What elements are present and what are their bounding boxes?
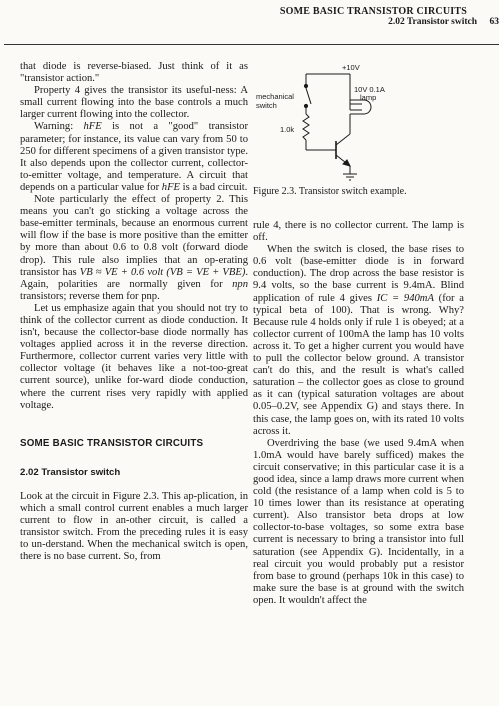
switch-contact-top <box>304 84 307 87</box>
switch-blade <box>306 88 311 104</box>
vb-vbe-equation: (VB = VE + VBE) <box>166 266 246 278</box>
section-heading: SOME BASIC TRANSISTOR CIRCUITS <box>20 437 204 449</box>
switch-contact-bottom <box>304 104 307 107</box>
switch-label-2: switch <box>256 101 277 110</box>
left-paragraph-1: that diode is reverse-biased. Just think of it as "transistor action." <box>20 61 248 85</box>
switch-closed-text: When the switch is closed, the base rises to 0.6 volt (base-emitter diode is in forward conduction). The drop across the base resistor is 9.4 volts, so the base current is 9.4mA. Blind application of rule 4 gives <box>253 244 464 304</box>
hfe-symbol: hFE <box>83 121 102 133</box>
right-paragraph-2 <box>253 244 464 438</box>
left-paragraph-2: Property 4 gives the transistor its useful-ness: A small current flowing into the base controls a much larger current flowing into the collector. <box>20 85 248 121</box>
left-paragraph-3 <box>20 121 248 194</box>
right-paragraph-1: rule 4, there is no collector current. The lamp is off. <box>253 220 464 244</box>
page-number: 63 <box>489 17 499 27</box>
right-paragraph-3: Overdriving the base (we used 9.4mA when 1.0mA would have barely sufficed) makes the circuit conservative; in this particular case it is a good idea, since a lamp draws more current when cold (the resistance of a lamp when cold is 5 to 10 times lower than its resistance at operating current). Also transistor beta drops at low collector-to-base voltages, so some extra base current is necessary to bring a transistor into full saturation (see Appendix G). Incidentally, in a real circuit you would probably put a resistor from base to ground (perhaps 10k in this case) to make sure the base is at ground with the switch open. It wouldn't affect the <box>253 437 464 606</box>
npn-word: npn <box>232 278 248 290</box>
polarity-end: transistors; reverse them for pnp. <box>20 290 160 302</box>
running-header <box>139 6 499 28</box>
figure-2-3 <box>252 62 464 192</box>
supply-label: +10V <box>342 63 360 72</box>
subsection-heading: 2.02 Transistor switch <box>20 466 121 478</box>
warning-body: is not a "good" transistor parameter; for instance, its value can vary from 50 to 250 for different specimens of a given transistor type. It also depends upon the collector current, collector-to-emitter voltage, and temperature. A circuit that depends on a particular value for <box>20 121 248 193</box>
warning-lead: Warning: <box>34 121 84 133</box>
right-column <box>253 220 464 607</box>
figure-caption: Figure 2.3. Transistor switch example. <box>253 186 407 197</box>
running-title: SOME BASIC TRANSISTOR CIRCUITS <box>279 6 467 17</box>
section-reference <box>139 17 499 28</box>
warning-end: is a bad circuit. <box>180 181 248 193</box>
section-ref-text: 2.02 Transistor switch <box>388 17 477 27</box>
property2-text: Note particularly the effect of property 2. This means you can't go sticking a voltage across the base-emitter terminals, because an enormous current will flow if the base is more positive than the emitter by more than about 0.6 to 0.8 volt (forward diode drop). This rule also implies that an op-erating transistor has <box>20 194 248 278</box>
saturation-text: (for a typical beta of 100). That is wrong. Why? Because rule 4 holds only if rule 1 is obeyed; at a collector current of 100mA the lamp has 10 volts across it. To get a higher current you would have to pull the collector below ground. A transistor can't do this, and the result is what's called saturation – the collector goes as close to ground as it can (typical saturation voltages are about 0.05–0.2V, see Appendix G) and stays there. In this case, the lamp goes on, with its rated 10 volts across it. <box>253 292 464 437</box>
vb-approx-equation: VB ≈ VE + 0.6 volt <box>79 266 164 278</box>
lamp-bulb <box>350 100 371 114</box>
lamp-label-1: 10V 0.1A <box>354 85 385 94</box>
polarity-text: . Again, polarities are normally given for <box>20 266 248 290</box>
hfe-symbol-2: hFE <box>161 181 181 193</box>
left-paragraph-6: Look at the circuit in Figure 2.3. This ap-plication, in which a small control current enables a much larger current to flow in an-other circuit, is called a transistor switch. From the preceding rules it is easy to un-derstand. When the mechanical switch is open, there is no base current. So, from <box>20 490 248 563</box>
left-paragraph-4 <box>20 194 248 303</box>
transistor-collector-lead <box>336 134 350 145</box>
left-paragraph-5: Let us emphasize again that you should not try to think of the collector current as diode conduction. It isn't, because the collector-base diode normally has voltages applied across it in the reverse direction. Furthermore, collector current varies very little with collector voltage (it behaves like a not-too-great current source), unlike for-ward diode conduction, where the current rises very rapidly with applied voltage. <box>20 302 248 411</box>
lamp-label-2: lamp <box>360 93 377 102</box>
resistor-label: 1.0k <box>280 125 295 134</box>
left-column <box>20 61 248 563</box>
switch-label-1: mechanical <box>256 92 294 101</box>
header-rule <box>4 44 499 45</box>
transistor-switch-schematic <box>252 62 464 192</box>
resistor-zigzag <box>303 114 309 140</box>
ic-equation: IC = 940mA <box>376 292 434 304</box>
